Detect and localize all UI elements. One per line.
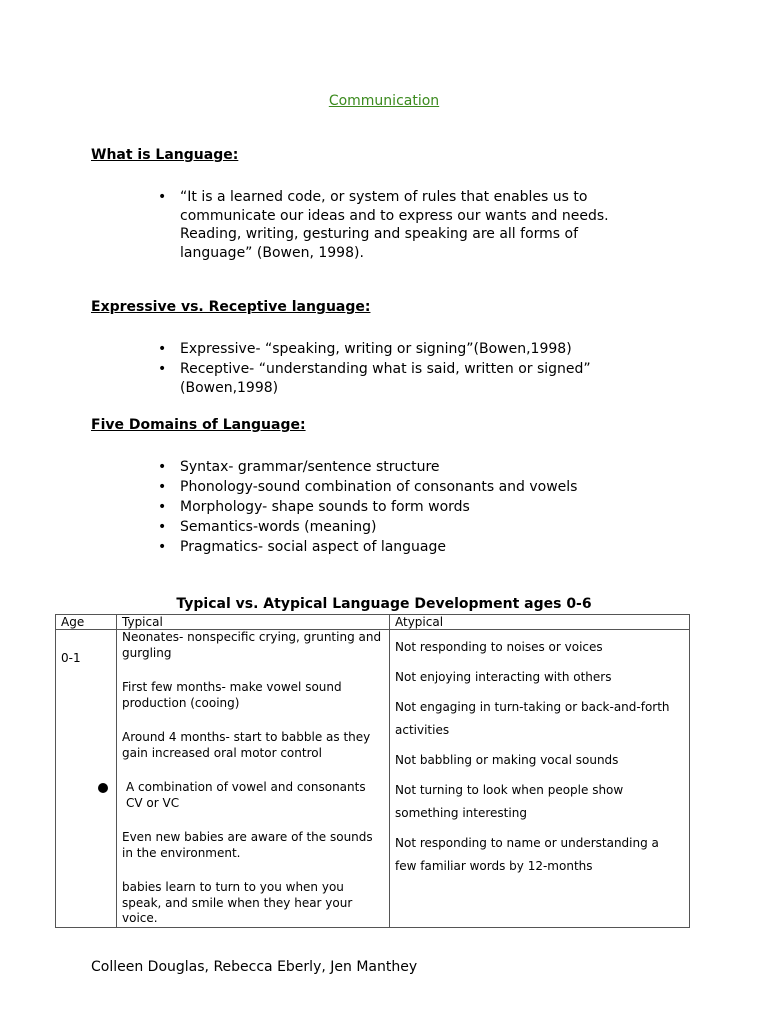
atypical-item: Not enjoying interacting with others	[395, 670, 612, 684]
header-age: Age	[56, 615, 117, 630]
list-item: • Syntax- grammar/sentence structure	[180, 458, 650, 477]
typical-cell	[117, 630, 390, 928]
list-item: • “It is a learned code, or system of rules that enables us to communicate our ideas and to express our wants and needs. Reading, writing, gesturing and speaking are all forms of language” (Bowen, 1998).	[180, 188, 650, 262]
typical-item: babies learn to turn to you when you speak, and smile when they hear your voice.	[122, 880, 353, 925]
list-item: • Semantics-words (meaning)	[180, 518, 650, 537]
five-domains-list	[180, 458, 650, 558]
atypical-item: Not babbling or making vocal sounds	[395, 753, 619, 767]
atypical-item: Not responding to name or understanding a few familiar words by 12-months	[395, 836, 659, 873]
age-cell	[56, 630, 117, 928]
typical-item: A combination of vowel and consonants CV or VC	[126, 780, 366, 810]
header-atypical: Atypical	[390, 615, 690, 630]
authors: Colleen Douglas, Rebecca Eberly, Jen Manthey	[91, 959, 418, 975]
table-title: Typical vs. Atypical Language Development ages 0-6	[176, 596, 592, 612]
page-title: Communication	[328, 93, 440, 109]
age-value: 0-1	[61, 651, 81, 665]
list-item: • Receptive- “understanding what is said, written or signed” (Bowen,1998)	[180, 360, 650, 397]
typical-item: Around 4 months- start to babble as they gain increased oral motor control	[122, 730, 371, 760]
typical-item: Neonates- nonspecific crying, grunting and gurgling	[122, 630, 382, 660]
heading-what-is-language: What is Language:	[91, 147, 239, 163]
heading-expressive-receptive: Expressive vs. Receptive language:	[91, 299, 371, 315]
typical-item: First few months- make vowel sound production (cooing)	[122, 680, 342, 710]
atypical-item: Not turning to look when people show something interesting	[395, 783, 624, 820]
list-item: • Expressive- “speaking, writing or signing”(Bowen,1998)	[180, 340, 650, 359]
what-is-language-list	[180, 188, 650, 264]
table-header-row	[56, 615, 690, 630]
list-item: • Morphology- shape sounds to form words	[180, 498, 650, 517]
atypical-cell	[390, 630, 690, 928]
list-item: • Phonology-sound combination of consonants and vowels	[180, 478, 650, 497]
bullet-dot-icon	[98, 783, 108, 793]
heading-five-domains: Five Domains of Language:	[91, 417, 306, 433]
expressive-receptive-list	[180, 340, 650, 399]
header-typical: Typical	[117, 615, 390, 630]
typical-item: Even new babies are aware of the sounds in the environment.	[122, 830, 373, 860]
atypical-item: Not engaging in turn-taking or back-and-forth activities	[395, 700, 670, 737]
development-table	[55, 614, 690, 928]
atypical-item: Not responding to noises or voices	[395, 640, 603, 654]
table-row	[56, 630, 690, 928]
list-item: • Pragmatics- social aspect of language	[180, 538, 650, 557]
